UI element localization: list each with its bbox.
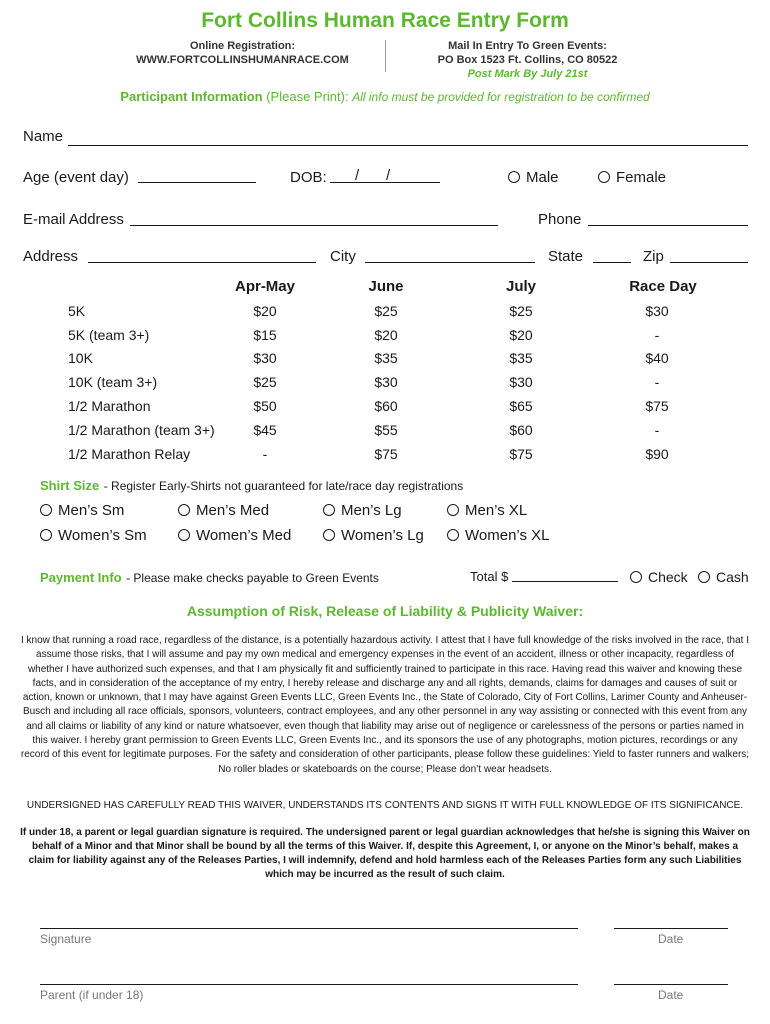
address-label: Address bbox=[23, 248, 79, 265]
price-cell: $15 bbox=[253, 327, 277, 343]
price-cell: $55 bbox=[374, 422, 398, 438]
price-cell: $75 bbox=[645, 398, 669, 414]
female-label: Female bbox=[616, 169, 667, 186]
race-label: 5K bbox=[68, 303, 86, 319]
participant-info-heading bbox=[0, 89, 770, 104]
payment-note: - Please make checks payable to Green Events bbox=[126, 571, 379, 585]
price-cell: $40 bbox=[645, 350, 669, 366]
dob-field[interactable] bbox=[330, 182, 440, 183]
price-cell: $20 bbox=[253, 303, 277, 319]
price-cell: $75 bbox=[509, 446, 533, 462]
shirt-heading: Shirt Size bbox=[40, 478, 100, 493]
male-option[interactable] bbox=[508, 169, 559, 186]
cash-option[interactable] bbox=[698, 569, 749, 585]
radio-icon[interactable] bbox=[508, 171, 520, 183]
name-field[interactable] bbox=[68, 145, 748, 146]
address-field[interactable] bbox=[88, 262, 316, 263]
online-url[interactable]: WWW.FORTCOLLINSHUMANRACE.COM bbox=[136, 54, 349, 66]
price-cell: $20 bbox=[509, 327, 533, 343]
price-header: July bbox=[505, 278, 536, 295]
shirt-label: Men’s Sm bbox=[58, 502, 125, 519]
dob-label: DOB: bbox=[290, 169, 327, 186]
price-header: Apr-May bbox=[234, 278, 295, 295]
age-field[interactable] bbox=[138, 182, 256, 183]
price-cell: $45 bbox=[253, 422, 277, 438]
undersigned-statement: UNDERSIGNED HAS CAREFULLY READ THIS WAIVER, UNDERSTANDS ITS CONTENTS AND SIGNS IT WITH FULL KNOWLEDGE OF ITS SIGNIFICANCE. bbox=[26, 800, 744, 811]
check-label: Check bbox=[648, 569, 688, 585]
radio-icon[interactable] bbox=[598, 171, 610, 183]
radio-icon[interactable] bbox=[447, 529, 459, 541]
price-cell: $25 bbox=[374, 303, 398, 319]
price-cell: $60 bbox=[509, 422, 533, 438]
race-label: 10K (team 3+) bbox=[68, 374, 158, 390]
shirt-note: - Register Early-Shirts not guaranteed for late/race day registrations bbox=[103, 479, 464, 493]
shirt-label: Men’s Lg bbox=[341, 502, 402, 519]
price-cell: $20 bbox=[374, 327, 398, 343]
shirt-label: Women’s Sm bbox=[58, 527, 147, 544]
price-cell: $90 bbox=[645, 446, 669, 462]
radio-icon[interactable] bbox=[323, 504, 335, 516]
price-cell: $25 bbox=[509, 303, 533, 319]
price-cell: - bbox=[262, 446, 268, 462]
shirt-option[interactable] bbox=[447, 527, 550, 544]
race-label: 1/2 Marathon (team 3+) bbox=[68, 422, 215, 438]
shirt-option[interactable] bbox=[323, 502, 402, 519]
shirt-size-heading bbox=[40, 477, 463, 495]
radio-icon[interactable] bbox=[178, 529, 190, 541]
participant-print: (Please Print): bbox=[266, 89, 349, 104]
total-label: Total $ bbox=[470, 569, 509, 584]
price-cell: $30 bbox=[253, 350, 277, 366]
date-field[interactable] bbox=[614, 928, 728, 929]
name-label: Name bbox=[23, 128, 64, 145]
price-cell: $35 bbox=[374, 350, 398, 366]
parent-label: Parent (if under 18) bbox=[40, 988, 144, 1002]
phone-field[interactable] bbox=[588, 225, 748, 226]
phone-label: Phone bbox=[538, 211, 582, 228]
postmark-deadline: Post Mark By July 21st bbox=[467, 68, 588, 80]
shirt-option[interactable] bbox=[40, 502, 124, 519]
city-label: City bbox=[330, 248, 356, 265]
state-field[interactable] bbox=[593, 262, 631, 263]
price-cell: $30 bbox=[645, 303, 669, 319]
radio-icon[interactable] bbox=[323, 529, 335, 541]
zip-field[interactable] bbox=[670, 262, 748, 263]
shirt-label: Men’s XL bbox=[465, 502, 528, 519]
radio-icon[interactable] bbox=[447, 504, 459, 516]
online-registration bbox=[110, 39, 375, 67]
mail-label: Mail In Entry To Green Events: bbox=[448, 40, 607, 52]
radio-icon[interactable] bbox=[40, 529, 52, 541]
total-field[interactable] bbox=[512, 581, 618, 582]
price-cell: - bbox=[654, 422, 660, 438]
zip-label: Zip bbox=[643, 248, 664, 265]
shirt-label: Women’s XL bbox=[465, 527, 550, 544]
parent-signature-field[interactable] bbox=[40, 984, 578, 985]
participant-heading: Participant Information bbox=[120, 89, 263, 104]
price-cell: $60 bbox=[374, 398, 398, 414]
shirt-option[interactable] bbox=[40, 527, 147, 544]
waiver-body: I know that running a road race, regardless of the distance, is a potentially hazardous activity. I attest that I have full knowledge of the risks involved in the race, that I assume those risks, that I will assume and pay my own medical and emergency expenses in the event of an accident, illness or other incapacity, regardless of whether I have authorized such expenses, and that I am physically fit and sufficiently trained to participate in this race. Having read this waiver and knowing these facts, and in consideration of the acceptance of my entry, I hereby release and discharge any and all rights, demands, claims for damages and causes of suit or action, known or unknown, that I may have against Green Events LLC, Green Events Inc., the State of Colorado, City of Fort Collins, Larimer County and Anheuser-Busch and including all race officials, sponsors, volunteers, contract employees, and any other personnel in any way assisting or connected with this event from any and all claims or liability of any kind or nature whatsoever, even though that liability may arise out of negligence or carelessness of the persons or parties named in this waiver. I hereby grant permission to Green Events LLC, Green Events Inc., and its sponsors the use of any photographs, motion pictures, recordings or any record of this event for legitimate purposes. For the safety and consideration of other participants, please follow these guidelines: Yield to faster runners and walkers; No roller blades or skateboards on the course; Please don’t wear headsets. bbox=[20, 635, 750, 775]
female-option[interactable] bbox=[598, 169, 666, 186]
mail-in-entry bbox=[400, 39, 655, 81]
price-cell: $35 bbox=[509, 350, 533, 366]
cash-label: Cash bbox=[716, 569, 749, 585]
shirt-option[interactable] bbox=[447, 502, 527, 519]
age-label: Age (event day) bbox=[23, 169, 129, 186]
shirt-option[interactable] bbox=[178, 527, 291, 544]
price-header: June bbox=[368, 278, 404, 295]
parent-date-label: Date bbox=[658, 988, 684, 1002]
date-label: Date bbox=[658, 932, 684, 946]
shirt-option[interactable] bbox=[323, 527, 424, 544]
check-option[interactable] bbox=[630, 569, 688, 585]
radio-icon[interactable] bbox=[178, 504, 190, 516]
male-label: Male bbox=[526, 169, 559, 186]
price-cell: $25 bbox=[253, 374, 277, 390]
email-field[interactable] bbox=[130, 225, 498, 226]
radio-icon[interactable] bbox=[698, 571, 710, 583]
race-label: 1/2 Marathon bbox=[68, 398, 151, 414]
race-label: 5K (team 3+) bbox=[68, 327, 150, 343]
payment-heading bbox=[40, 569, 379, 587]
signature-label: Signature bbox=[40, 932, 92, 946]
online-label: Online Registration: bbox=[189, 40, 296, 52]
form-title: Fort Collins Human Race Entry Form bbox=[201, 9, 569, 32]
dob-separator: / bbox=[355, 167, 360, 184]
city-field[interactable] bbox=[365, 262, 535, 263]
minor-statement: If under 18, a parent or legal guardian signature is required. The undersigned parent or legal guardian acknowledges that he/she is signing this Waiver on behalf of a Minor and that Minor shall be bound by all the terms of this Waiver. If, despite this Agreement, I, or anyone on the Minor’s behalf, makes a claim for liability against any of the Releases Parties, I will indemnify, defend and hold harmless each of the Releases Parties form any such Liabilities which may be incurred as the result of such claim. bbox=[20, 827, 750, 880]
shirt-label: Women’s Med bbox=[196, 527, 292, 544]
payment-title: Payment Info bbox=[40, 570, 122, 585]
email-label: E-mail Address bbox=[23, 211, 124, 228]
price-cell: $50 bbox=[253, 398, 277, 414]
participant-note: All info must be provided for registration to be confirmed bbox=[352, 90, 650, 104]
shirt-label: Women’s Lg bbox=[341, 527, 424, 544]
price-cell: - bbox=[654, 327, 660, 343]
race-label: 10K bbox=[68, 350, 93, 366]
race-label: 1/2 Marathon Relay bbox=[68, 446, 191, 462]
shirt-option[interactable] bbox=[178, 502, 269, 519]
price-cell: $30 bbox=[374, 374, 398, 390]
price-cell: $30 bbox=[509, 374, 533, 390]
header-divider bbox=[385, 40, 386, 72]
dob-separator: / bbox=[386, 167, 391, 184]
radio-icon[interactable] bbox=[40, 504, 52, 516]
radio-icon[interactable] bbox=[630, 571, 642, 583]
state-label: State bbox=[548, 248, 584, 265]
signature-field[interactable] bbox=[40, 928, 578, 929]
waiver-heading: Assumption of Risk, Release of Liability & Publicity Waiver: bbox=[186, 603, 584, 619]
parent-date-field[interactable] bbox=[614, 984, 728, 985]
price-cell: - bbox=[654, 374, 660, 390]
price-header: Race Day bbox=[629, 278, 697, 295]
price-cell: $75 bbox=[374, 446, 398, 462]
price-cell: $65 bbox=[509, 398, 533, 414]
mail-address: PO Box 1523 Ft. Collins, CO 80522 bbox=[437, 54, 618, 66]
shirt-label: Men’s Med bbox=[196, 502, 270, 519]
